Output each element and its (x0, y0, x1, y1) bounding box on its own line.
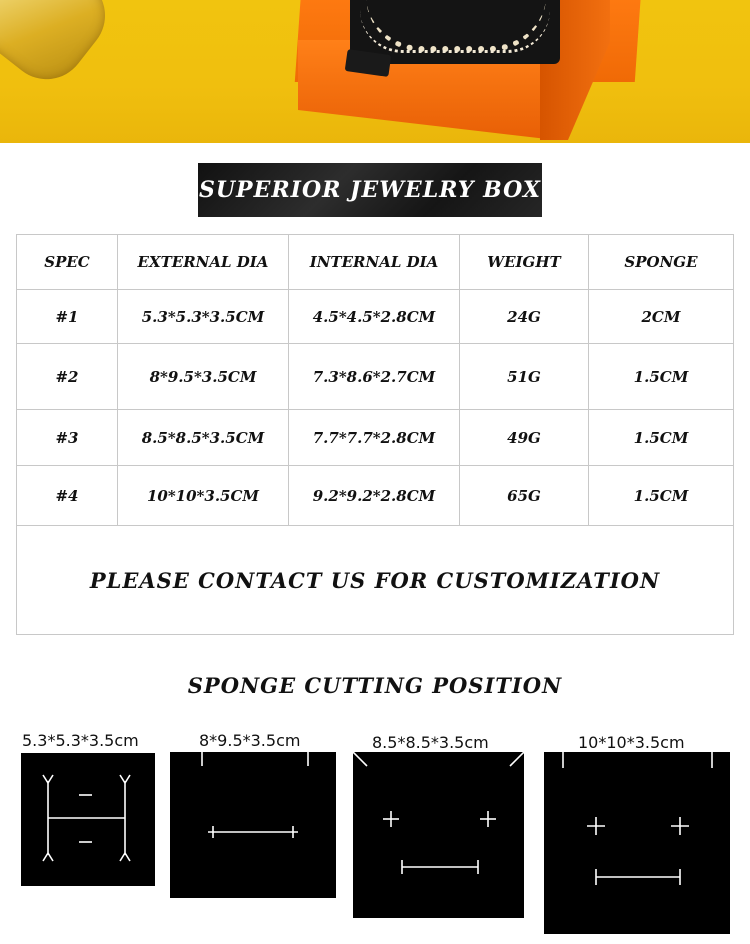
table-row (17, 410, 734, 466)
header-cell: INTERNAL DIA (289, 235, 460, 290)
pad-1-cut-lines (21, 753, 155, 886)
header-cell: EXTERNAL DIA (118, 235, 289, 290)
table-cell: #3 (17, 410, 118, 466)
pad-size-label: 5.3*5.3*3.5cm (22, 731, 139, 750)
pad-4-cut-lines (544, 752, 730, 934)
customization-row (17, 526, 734, 635)
table-cell: #4 (17, 466, 118, 526)
customization-note: PLEASE CONTACT US FOR CUSTOMIZATION (17, 526, 734, 635)
table-cell: 8*9.5*3.5CM (118, 344, 289, 410)
hero-product-photo (0, 0, 750, 143)
pad-size-label: 8*9.5*3.5cm (199, 731, 301, 750)
pad-2-cut-lines (170, 752, 336, 898)
table-cell: 4.5*4.5*2.8CM (289, 290, 460, 344)
banner-title: SUPERIOR JEWELRY BOX (198, 177, 541, 203)
sponge-section-title: SPONGE CUTTING POSITION (187, 673, 563, 698)
header-cell: SPEC (17, 235, 118, 290)
table-cell: 1.5CM (589, 344, 734, 410)
pearl-strand (360, 10, 550, 53)
table-cell: 1.5CM (589, 410, 734, 466)
table-cell: 2CM (589, 290, 734, 344)
header-cell: WEIGHT (460, 235, 589, 290)
sponge-pad-1 (21, 753, 155, 886)
table-cell: 65G (460, 466, 589, 526)
table-cell: #1 (17, 290, 118, 344)
table-cell: 49G (460, 410, 589, 466)
table-cell: 1.5CM (589, 466, 734, 526)
table-row (17, 466, 734, 526)
table-cell: 7.7*7.7*2.8CM (289, 410, 460, 466)
sponge-pad-3 (353, 752, 524, 918)
sponge-pad-2 (170, 752, 336, 898)
pad-size-label: 8.5*8.5*3.5cm (372, 733, 489, 752)
pad-size-label: 10*10*3.5cm (578, 733, 685, 752)
table-header-row (17, 235, 734, 290)
pad-3-cut-lines (353, 752, 524, 918)
table-row (17, 290, 734, 344)
table-cell: 10*10*3.5CM (118, 466, 289, 526)
table-row (17, 344, 734, 410)
header-cell: SPONGE (589, 235, 734, 290)
table-cell: 8.5*8.5*3.5CM (118, 410, 289, 466)
table-cell: 5.3*5.3*3.5CM (118, 290, 289, 344)
perfume-bottle-image (0, 0, 121, 95)
table-cell: 24G (460, 290, 589, 344)
table-cell: 7.3*8.6*2.7CM (289, 344, 460, 410)
table-cell: 9.2*9.2*2.8CM (289, 466, 460, 526)
section-banner (198, 163, 542, 217)
table-cell: 51G (460, 344, 589, 410)
sponge-pad-4 (544, 752, 730, 934)
table-cell: #2 (17, 344, 118, 410)
spec-table (16, 234, 734, 635)
